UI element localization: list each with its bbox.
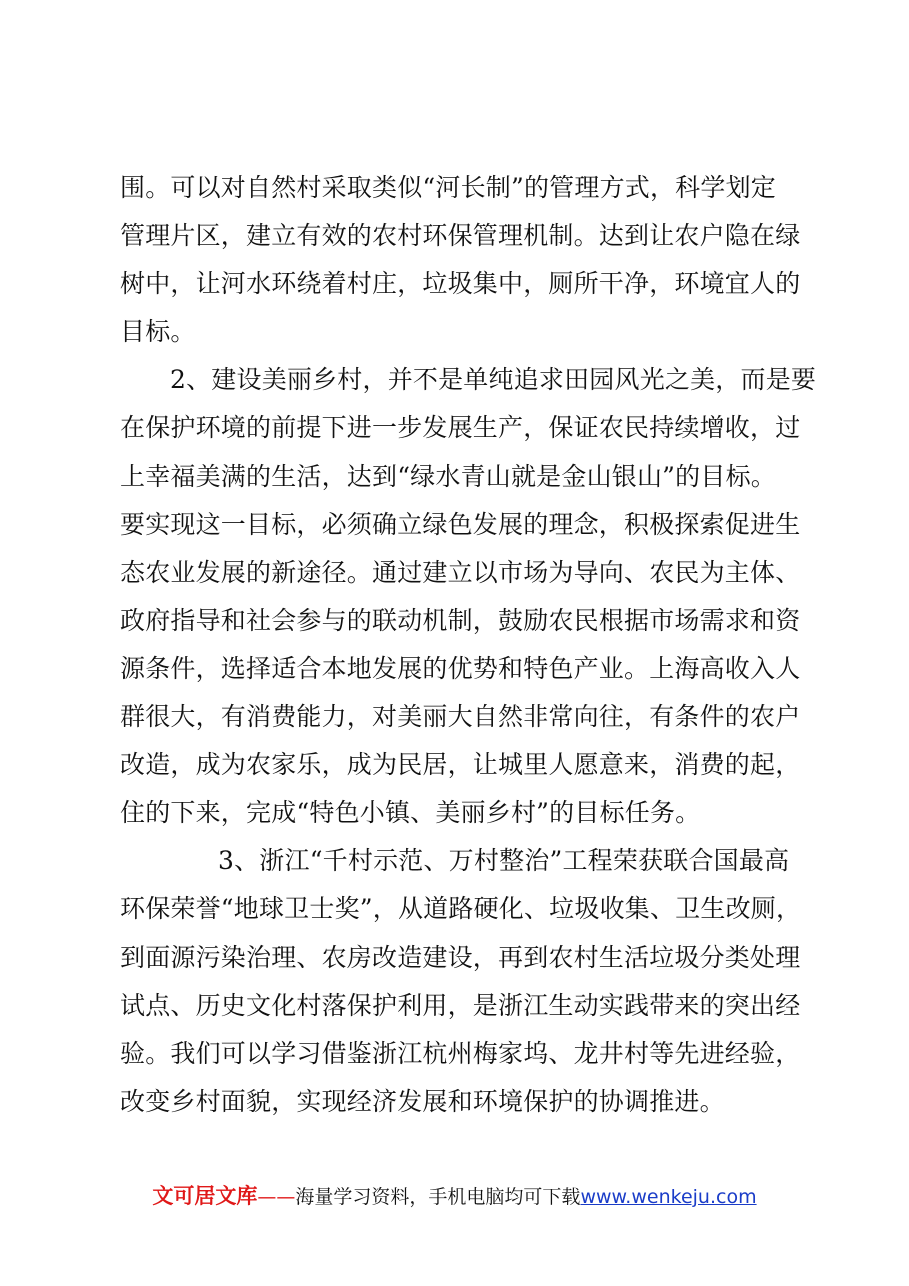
text-line: 上幸福美满的生活，达到“绿水青山就是金山银山”的目标。 <box>120 461 776 491</box>
text-line: 验。我们可以学习借鉴浙江杭州梅家坞、龙井村等先进经验， <box>120 1038 801 1068</box>
text-line: 改造，成为农家乐，成为民居，让城里人愿意来，消费的起， <box>120 750 801 780</box>
text-line: 群很大，有消费能力，对美丽大自然非常向往，有条件的农户 <box>120 702 801 732</box>
footer-brand: 文可居文库 <box>152 1184 258 1208</box>
text-line: 试点、历史文化村落保护利用，是浙江生动实践带来的突出经 <box>120 990 801 1020</box>
text-line: 树中，让河水环绕着村庄，垃圾集中，厕所干净，环境宜人的 <box>120 269 801 299</box>
text-line: 围。可以对自然村采取类似“河长制”的管理方式，科学划定 <box>120 173 776 202</box>
text-line: 目标。 <box>120 317 196 347</box>
text-line: 源条件，选择适合本地发展的优势和特色产业。上海高收入人 <box>120 653 801 683</box>
document-body <box>120 164 820 1126</box>
footer-slogan: 海量学习资料，手机电脑均可下载 <box>295 1186 581 1208</box>
paragraph-3-start: 3、浙江“千村示范、万村整治”工程荣获联合国最高 <box>218 846 790 876</box>
page-footer <box>0 1180 909 1210</box>
text-line: 到面源污染治理、农房改造建设，再到农村生活垃圾分类处理 <box>120 942 801 972</box>
text-line: 管理片区，建立有效的农村环保管理机制。达到让农户隐在绿 <box>120 221 801 251</box>
text-line: 态农业发展的新途径。通过建立以市场为导向、农民为主体、 <box>120 557 801 587</box>
paragraph-2-start: 2、建设美丽乡村，并不是单纯追求田园风光之美，而是要 <box>170 365 817 395</box>
text-line: 要实现这一目标，必须确立绿色发展的理念，积极探索促进生 <box>120 509 801 539</box>
footer-dash: —— <box>257 1186 296 1208</box>
text-line: 政府指导和社会参与的联动机制，鼓励农民根据市场需求和资 <box>120 605 801 635</box>
text-line: 改变乡村面貌，实现经济发展和环境保护的协调推进。 <box>120 1086 725 1116</box>
text-line: 住的下来，完成“特色小镇、美丽乡村”的目标任务。 <box>120 798 701 828</box>
text-line: 在保护环境的前提下进一步发展生产，保证农民持续增收，过 <box>120 413 801 443</box>
text-line: 环保荣誉“地球卫士奖”，从道路硬化、垃圾收集、卫生改厕， <box>120 894 802 924</box>
footer-url-link[interactable]: www.wenkeju.com <box>580 1186 757 1208</box>
